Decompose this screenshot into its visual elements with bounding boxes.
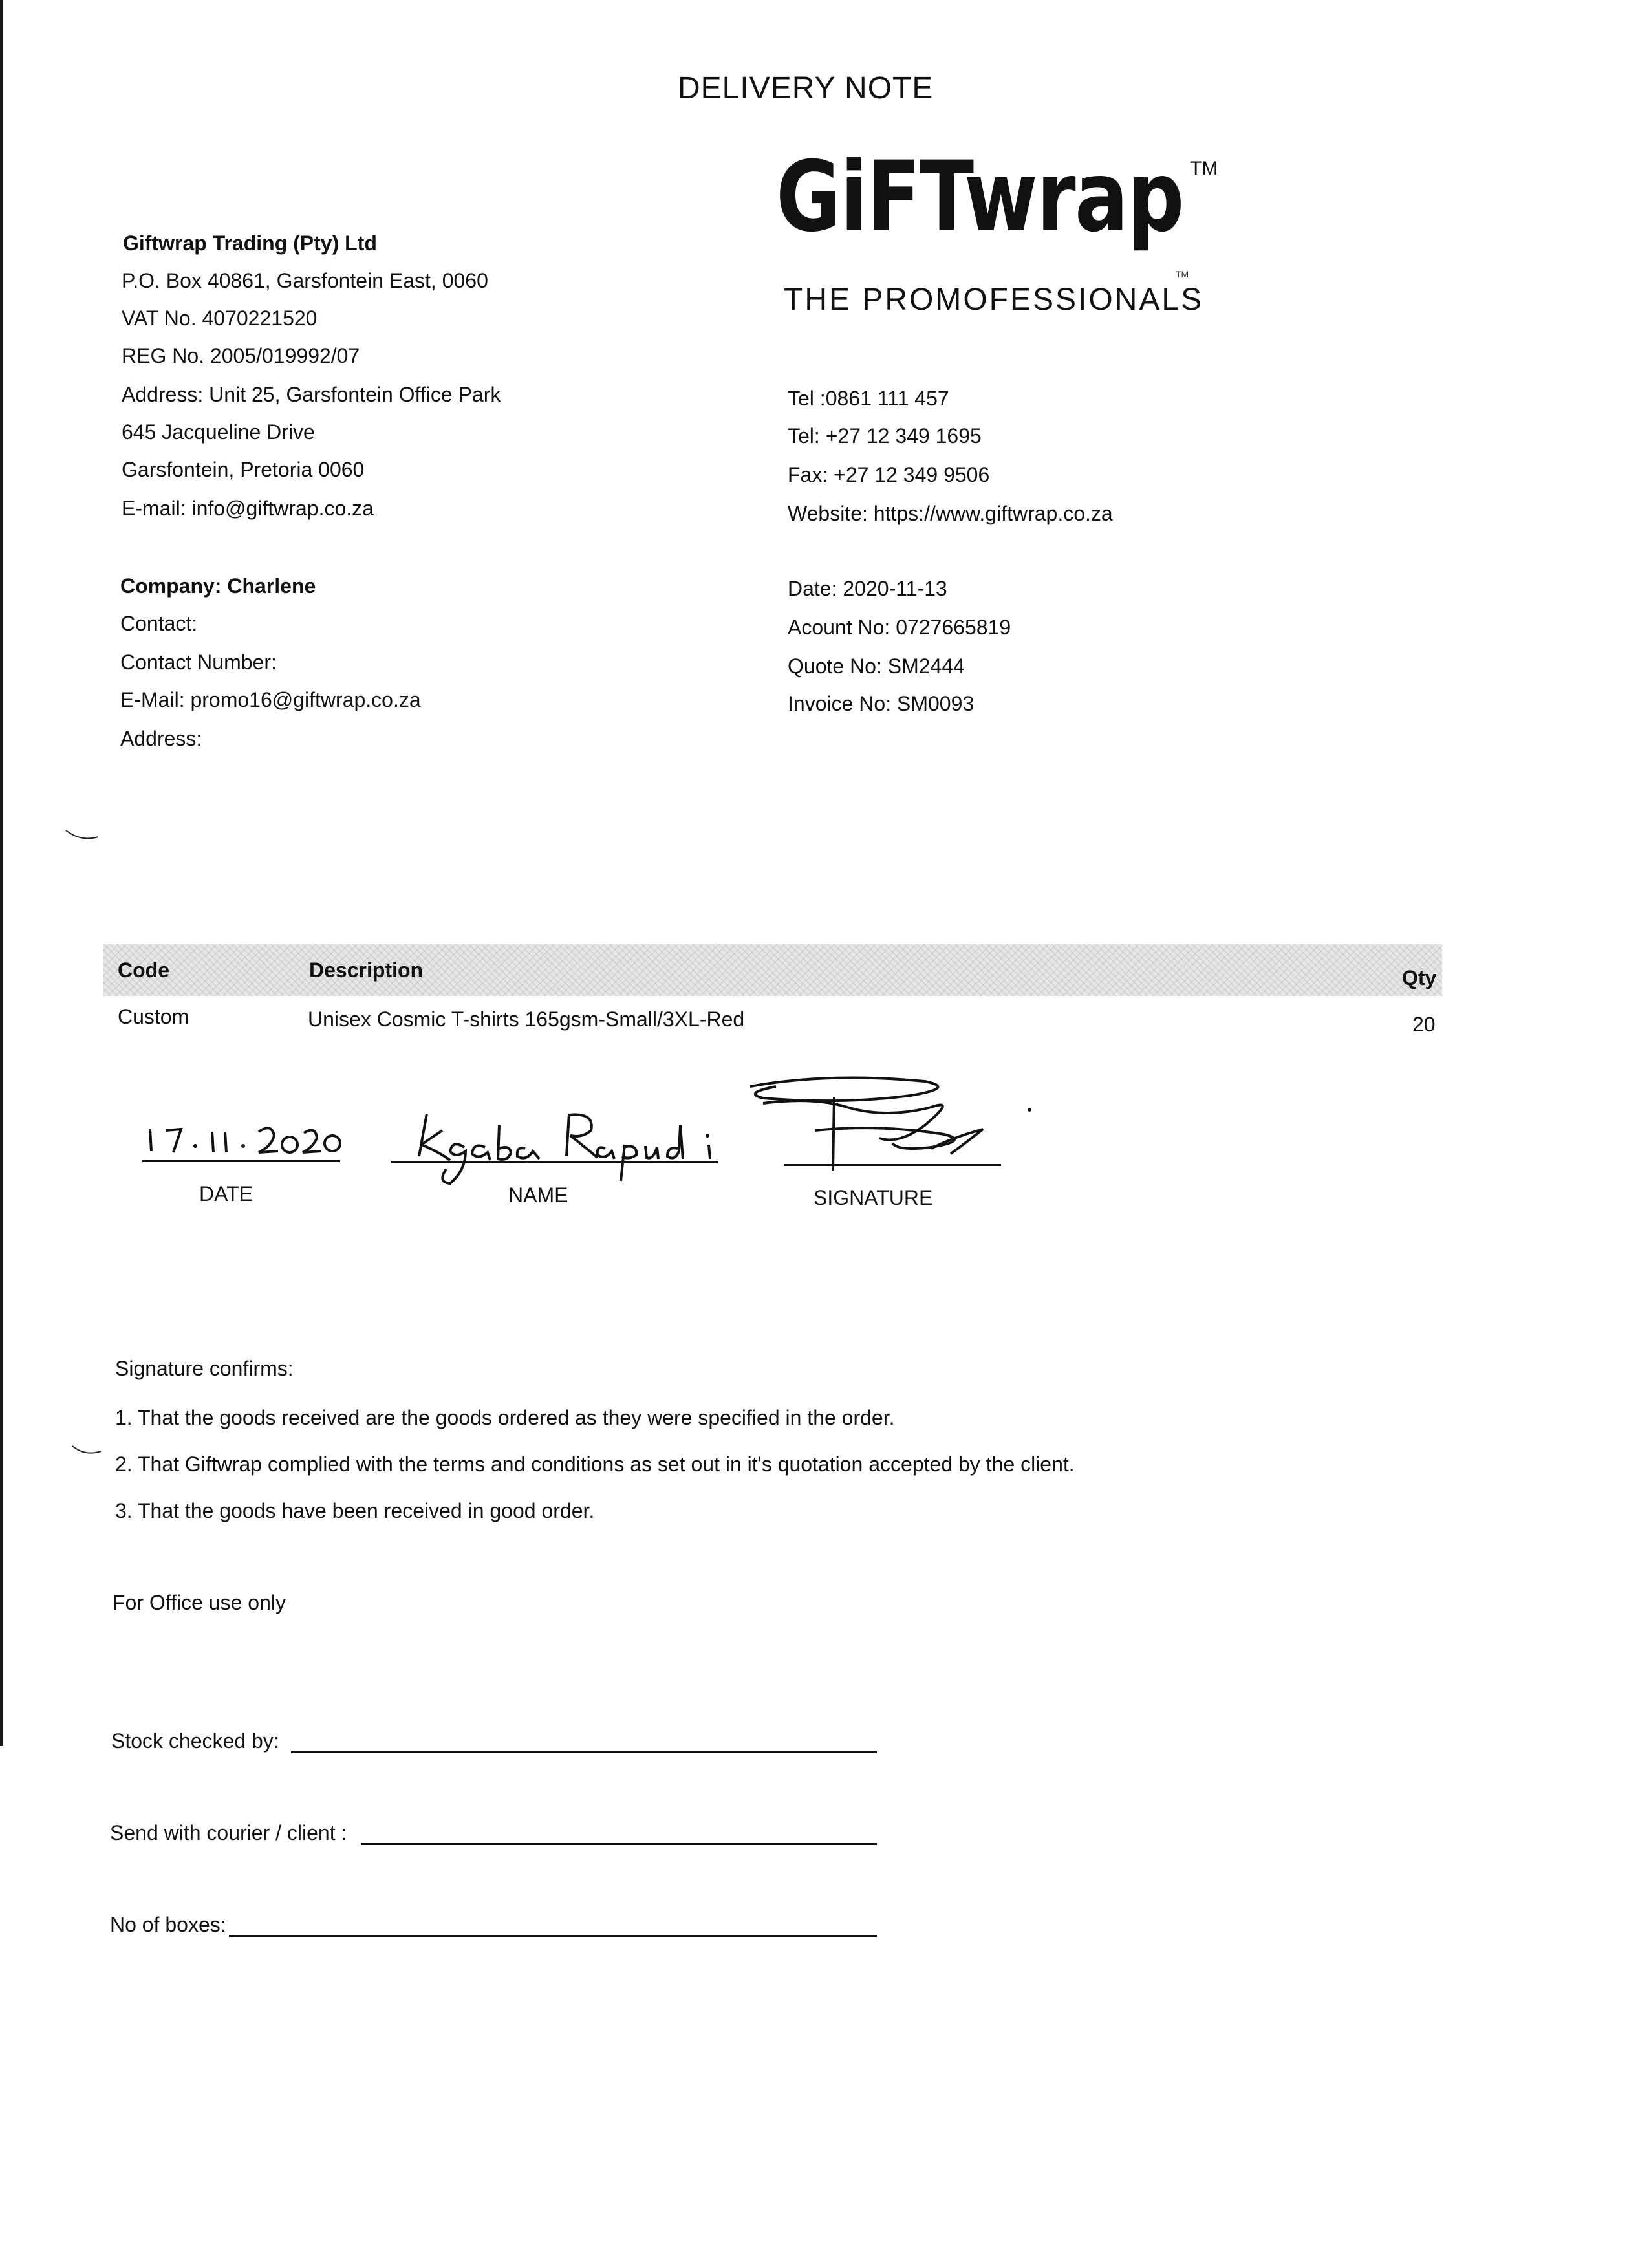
contact-tel-1: Tel :0861 111 457 [788,387,949,410]
giftwrap-logo [776,141,1218,259]
customer-company: Company: Charlene [120,574,316,598]
send-with-line [361,1843,877,1845]
scan-mark [71,1443,103,1463]
boxes-line [229,1935,877,1937]
meta-invoice-number: Invoice No: SM0093 [788,692,975,715]
handwritten-signature [737,1067,1048,1183]
items-table-header [103,944,1442,996]
date-line [142,1160,340,1162]
name-line [391,1161,718,1163]
column-header-code: Code [118,958,169,982]
column-header-description: Description [309,958,424,982]
confirmation-item-2: 2. That Giftwrap complied with the terms and conditions as set out in it's quotation accepted by the client. [115,1453,1075,1476]
customer-contact: Contact: [120,612,198,635]
logo-wordmark: GiFTwrap [776,141,1183,254]
office-use-heading: For Office use only [113,1591,286,1614]
supplier-address-1: Address: Unit 25, Garsfontein Office Park [122,383,501,406]
meta-quote-number: Quote No: SM2444 [788,654,965,678]
confirmation-item-3: 3. That the goods have been received in good order. [115,1499,595,1522]
supplier-address-3: Garsfontein, Pretoria 0060 [122,458,365,481]
supplier-po-box: P.O. Box 40861, Garsfontein East, 0060 [122,269,488,292]
confirmation-intro: Signature confirms: [115,1357,294,1380]
contact-tel-2: Tel: +27 12 349 1695 [788,424,982,448]
handwritten-name [388,1099,724,1190]
table-row-description: Unisex Cosmic T-shirts 165gsm-Small/3XL-Red [308,1008,745,1031]
customer-contact-number: Contact Number: [120,651,277,674]
meta-date: Date: 2020-11-13 [788,577,947,600]
supplier-reg: REG No. 2005/019992/07 [122,344,360,367]
document-title: DELIVERY NOTE [678,71,934,105]
name-label: NAME [508,1183,568,1207]
table-row-code: Custom [118,1005,189,1028]
meta-account-number: Acount No: 0727665819 [788,616,1011,639]
confirmation-item-1: 1. That the goods received are the goods ordered as they were specified in the order. [115,1406,895,1429]
table-row-qty: 20 [1412,1013,1436,1036]
contact-website: Website: https://www.giftwrap.co.za [788,502,1113,525]
supplier-vat: VAT No. 4070221520 [122,307,318,330]
supplier-email: E-mail: info@giftwrap.co.za [122,497,374,520]
boxes-label: No of boxes: [110,1913,226,1936]
send-with-label: Send with courier / client : [110,1821,347,1844]
signature-line [784,1164,1001,1166]
stock-checked-line [291,1751,877,1753]
supplier-address-2: 645 Jacqueline Drive [122,420,315,444]
signature-label: SIGNATURE [814,1186,933,1209]
customer-address: Address: [120,727,202,750]
contact-fax: Fax: +27 12 349 9506 [788,463,990,486]
logo-tagline: THE PROMOFESSIONALS [784,283,1204,317]
customer-email: E-Mail: promo16@giftwrap.co.za [120,688,421,711]
date-label: DATE [199,1182,253,1205]
stock-checked-label: Stock checked by: [111,1729,279,1753]
scan-edge-shadow [0,0,3,1746]
logo-trademark: TM [1190,158,1218,179]
scan-mark [65,828,103,847]
supplier-name: Giftwrap Trading (Pty) Ltd [123,232,377,255]
tagline-trademark: TM [1176,269,1189,279]
column-header-qty: Qty [1402,966,1437,989]
